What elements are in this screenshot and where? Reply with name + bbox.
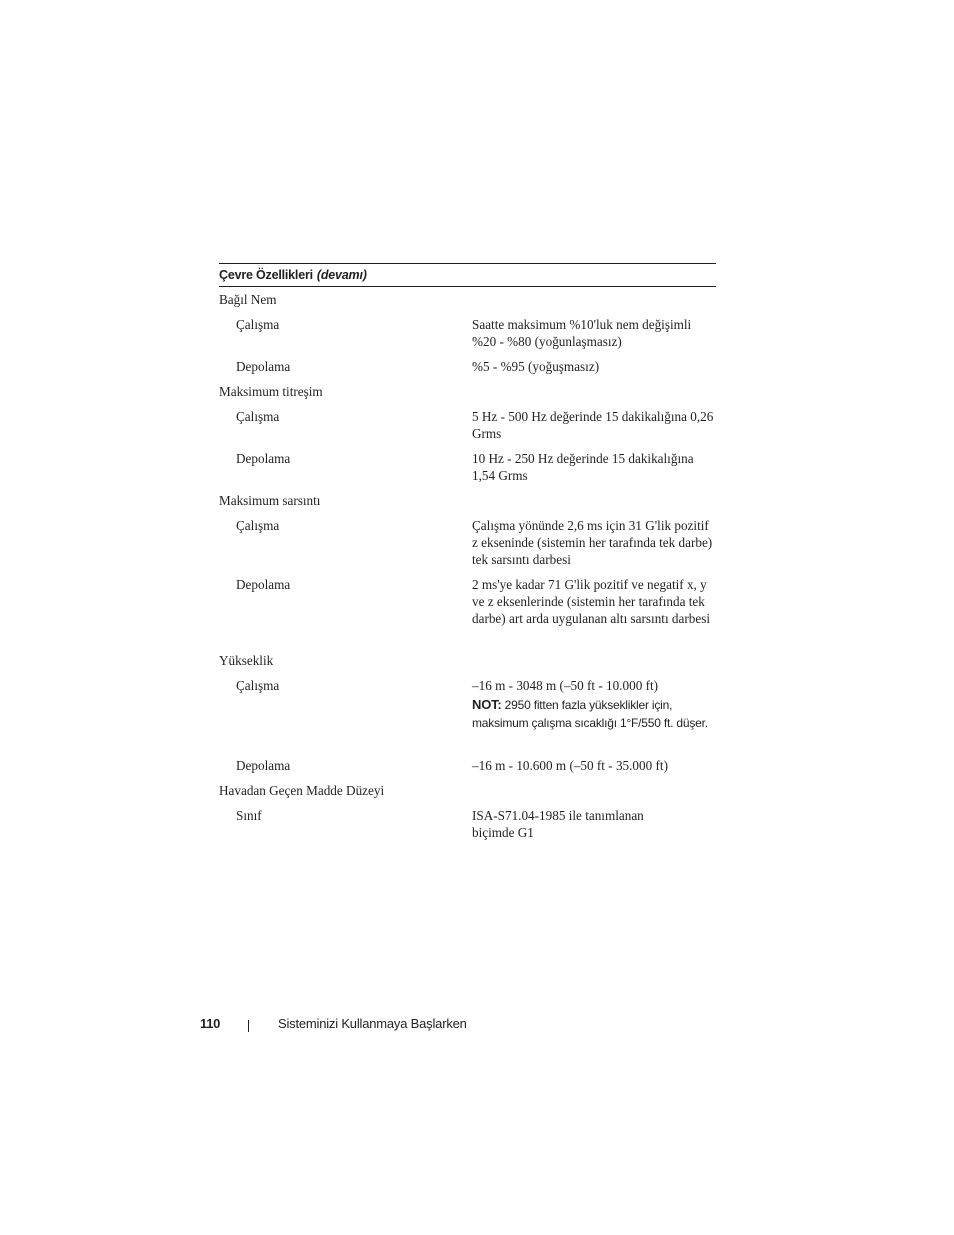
row-value: Çalışma yönünde 2,6 ms için 31 G'lik pozitif z ekseninde (sistemin her tarafında tek darbe) tek sarsıntı darbesi <box>472 518 713 567</box>
page-number: 110 <box>200 1016 221 1031</box>
environmental-specs-table <box>219 263 716 840</box>
row-value: 5 Hz - 500 Hz değerinde 15 dakikalığına 0,26 Grms <box>472 409 714 441</box>
category-airborne-contaminant: Havadan Geçen Madde Düzeyi <box>219 783 385 798</box>
row-value: –16 m - 10.600 m (–50 ft - 35.000 ft) <box>472 758 668 773</box>
footer-title: Sisteminizi Kullanmaya Başlarken <box>278 1016 467 1031</box>
row-label: Çalışma <box>236 409 280 424</box>
row-label: Sınıf <box>236 808 262 823</box>
row-value: Saatte maksimum %10'luk nem değişimli %20 - %80 (yoğunlaşmasız) <box>472 317 692 349</box>
category-altitude: Yükseklik <box>219 653 274 668</box>
row-value: 2 ms'ye kadar 71 G'lik pozitif ve negatif x, y ve z eksenlerinde (sistemin her tarafında tek darbe) art arda uygulanan altı sarsıntı darbesi <box>472 577 711 626</box>
altitude-note <box>472 696 717 732</box>
row-value: 10 Hz - 250 Hz değerinde 15 dakikalığına 1,54 Grms <box>472 451 694 483</box>
row-label: Depolama <box>236 451 291 466</box>
note-label: NOT: <box>472 697 502 712</box>
table-header <box>219 263 716 287</box>
row-label: Çalışma <box>236 317 280 332</box>
category-relative-humidity: Bağıl Nem <box>219 292 277 307</box>
row-label: Çalışma <box>236 518 280 533</box>
row-label: Depolama <box>236 359 291 374</box>
table-title-continued: (devamı) <box>316 268 367 282</box>
category-max-vibration: Maksimum titreşim <box>219 384 323 399</box>
note-text: 2950 fitten fazla yükseklikler için, maksimum çalışma sıcaklığı 1°F/550 ft. düşer. <box>472 698 708 730</box>
row-value: –16 m - 3048 m (–50 ft - 10.000 ft) <box>472 678 659 693</box>
row-label: Depolama <box>236 758 291 773</box>
category-max-shock: Maksimum sarsıntı <box>219 493 321 508</box>
row-label: Çalışma <box>236 678 280 693</box>
footer-divider <box>248 1020 249 1032</box>
row-label: Depolama <box>236 577 291 592</box>
page-footer <box>200 1015 720 1035</box>
table-title: Çevre Özellikleri <box>219 268 313 282</box>
row-value: ISA-S71.04-1985 ile tanımlanan biçimde G1 <box>472 808 644 840</box>
row-value: %5 - %95 (yoğuşmasız) <box>472 359 600 374</box>
